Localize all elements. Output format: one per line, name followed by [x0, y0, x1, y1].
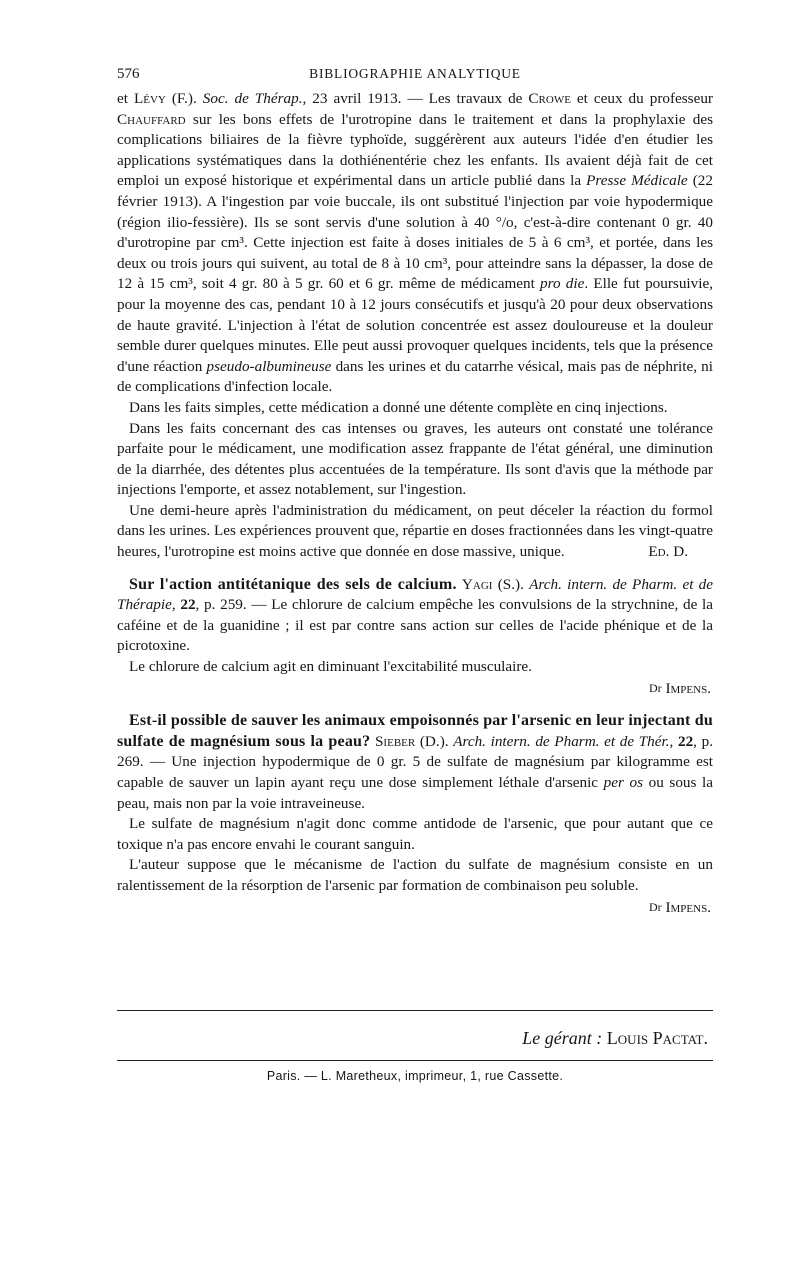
- journal-name: Soc. de Thérap.: [202, 90, 303, 107]
- article-levy-paragraph-3: Dans les faits concernant des cas intenses ou graves, les auteurs ont constaté une tolérance parfaite pour le médicament, une modification assez frappante de l'état général, une diminution de la diarrhée, des détentes plus accentuées de la température. Ils sont d'avis que la méthode par injections l'emporte, et assez notablement, sur l'ingestion.: [117, 419, 713, 499]
- article-sieber-paragraph-3: L'auteur suppose que le mécanisme de l'action du sulfate de magnésium consiste en un ralentissement de la résorption de l'arsenic par formation de combinaison peu soluble. Dr Impens.: [117, 855, 713, 896]
- imprint-line: Paris. — L. Maretheux, imprimeur, 1, rue Cassette.: [266, 1069, 564, 1083]
- article-sieber-paragraph-2: Le sulfate de magnésium n'agit donc comme antidode de l'arsenic, que pour autant que ce toxique n'a pas encore envahi le courant sanguin.: [117, 815, 713, 853]
- article-title-arsenic: Est-il possible de sauver les animaux empoisonnés par l'arsenic en leur injectant du sulfate de magnésium sous la peau?: [117, 712, 713, 750]
- page-number: 576: [117, 66, 140, 82]
- article-levy-paragraph-1: et Lévy (F.). Soc. de Thérap., 23 avril 1913. — Les travaux de Crowe et ceux du professeur Chauffard sur les bons effets de l'urotropine dans le traitement et dans la prophylaxie des complications biliaires de la fièvre typhoïde, suggérèrent aux auteurs l'idée d'en étudier les applications systématiques dans la dothiénentérie chez les enfants. Ils avaient déjà fait de cet emploi un exposé historique et expérimental dans un article publié dans la Presse Médicale (22 février 1913). A l'ingestion par voie buccale, ils ont substitué l'injection par voie hypodermique (région ilio-fessière). Ils se sont servis d'une solution à 40 °/o, c'est-à-dire contenant 0 gr. 40 d'urotropine par cm³. Cette injection est faite à doses initiales de 5 à 6 cm³, et portée, dans les deux ou trois jours qui suivent, au total de 8 à 10 cm³, pour atteindre sans la dépasser, la dose de 12 à 15 cm³, soit 4 gr. 80 à 5 gr. 60 et 6 gr. même de médicament pro die. Elle fut poursuivie, pour la moyenne des cas, pendant 10 à 12 jours consécutifs et jusqu'à 20 pour deux observations de haute gravité. L'injection à l'état de solution concentrée est assez douloureuse et la douleur semble durer quelques minutes. Elle peut aussi provoquer quelques incidents, tels que la présence d'une réaction pseudo-albumineuse dans les urines et du catarrhe vésical, mais pas de néphrite, ni de complications d'infection locale.: [117, 90, 713, 396]
- article-sieber-paragraph-1: Est-il possible de sauver les animaux empoisonnés par l'arsenic en leur injectant du sulfate de magnésium sous la peau? Sieber (D.). Arch. intern. de Pharm. et de Thér., 22, p. 269. — Une injection hypodermique de 0 gr. 5 de sulfate de magnésium par kilogramme est capable de sauver un lapin ayant reçu une dose simplement léthale d'arsenic per os ou sous la peau, mais non par la voie intraveineuse.: [117, 712, 713, 812]
- gerant-name: Louis Pactat.: [606, 1028, 708, 1048]
- article-body: [117, 89, 714, 916]
- signature-impens-2: Dr Impens.: [648, 898, 711, 916]
- imprint-rule: [117, 1060, 713, 1061]
- article-yagi-paragraph-2: Le chlorure de calcium agit en diminuant l'excitabilité musculaire.: [129, 658, 532, 676]
- end-rule: [117, 1010, 713, 1016]
- author-name: Lévy: [133, 90, 166, 107]
- article-levy-paragraph-4: Une demi-heure après l'administration du médicament, on peut déceler la réaction du formol dans les urines. Les expériences prouvent que, répartie en doses fractionnées dans les vingt-quatre heures, l'urotropine est moins active que donnée en dose massive, unique. Ed. D.: [117, 501, 713, 563]
- gerant-label: Le gérant :: [522, 1028, 603, 1048]
- article-title-calcium: Sur l'action antitétanique des sels de calcium.: [129, 575, 457, 593]
- gerant-line: [117, 1028, 708, 1049]
- article-yagi-paragraph-1: Sur l'action antitétanique des sels de calcium. Yagi (S.). Arch. intern. de Pharm. et de Thérapie, 22, p. 259. — Le chlorure de calcium empêche les convulsions de la strychnine, de la caféine et de la guanidine ; il est par contre sans action sur celles de l'acide phénique et de la picrotoxine.: [117, 575, 714, 655]
- running-title: BIBLIOGRAPHIE ANALYTIQUE: [309, 66, 521, 81]
- article-levy-paragraph-2: Dans les faits simples, cette médication a donné une détente complète en cinq injections.: [129, 398, 668, 416]
- page-content: [117, 62, 713, 918]
- signature-ed-d: Ed. D.: [648, 543, 688, 561]
- signature-impens-1: Dr Impens.: [648, 679, 711, 697]
- page-header: [117, 62, 713, 84]
